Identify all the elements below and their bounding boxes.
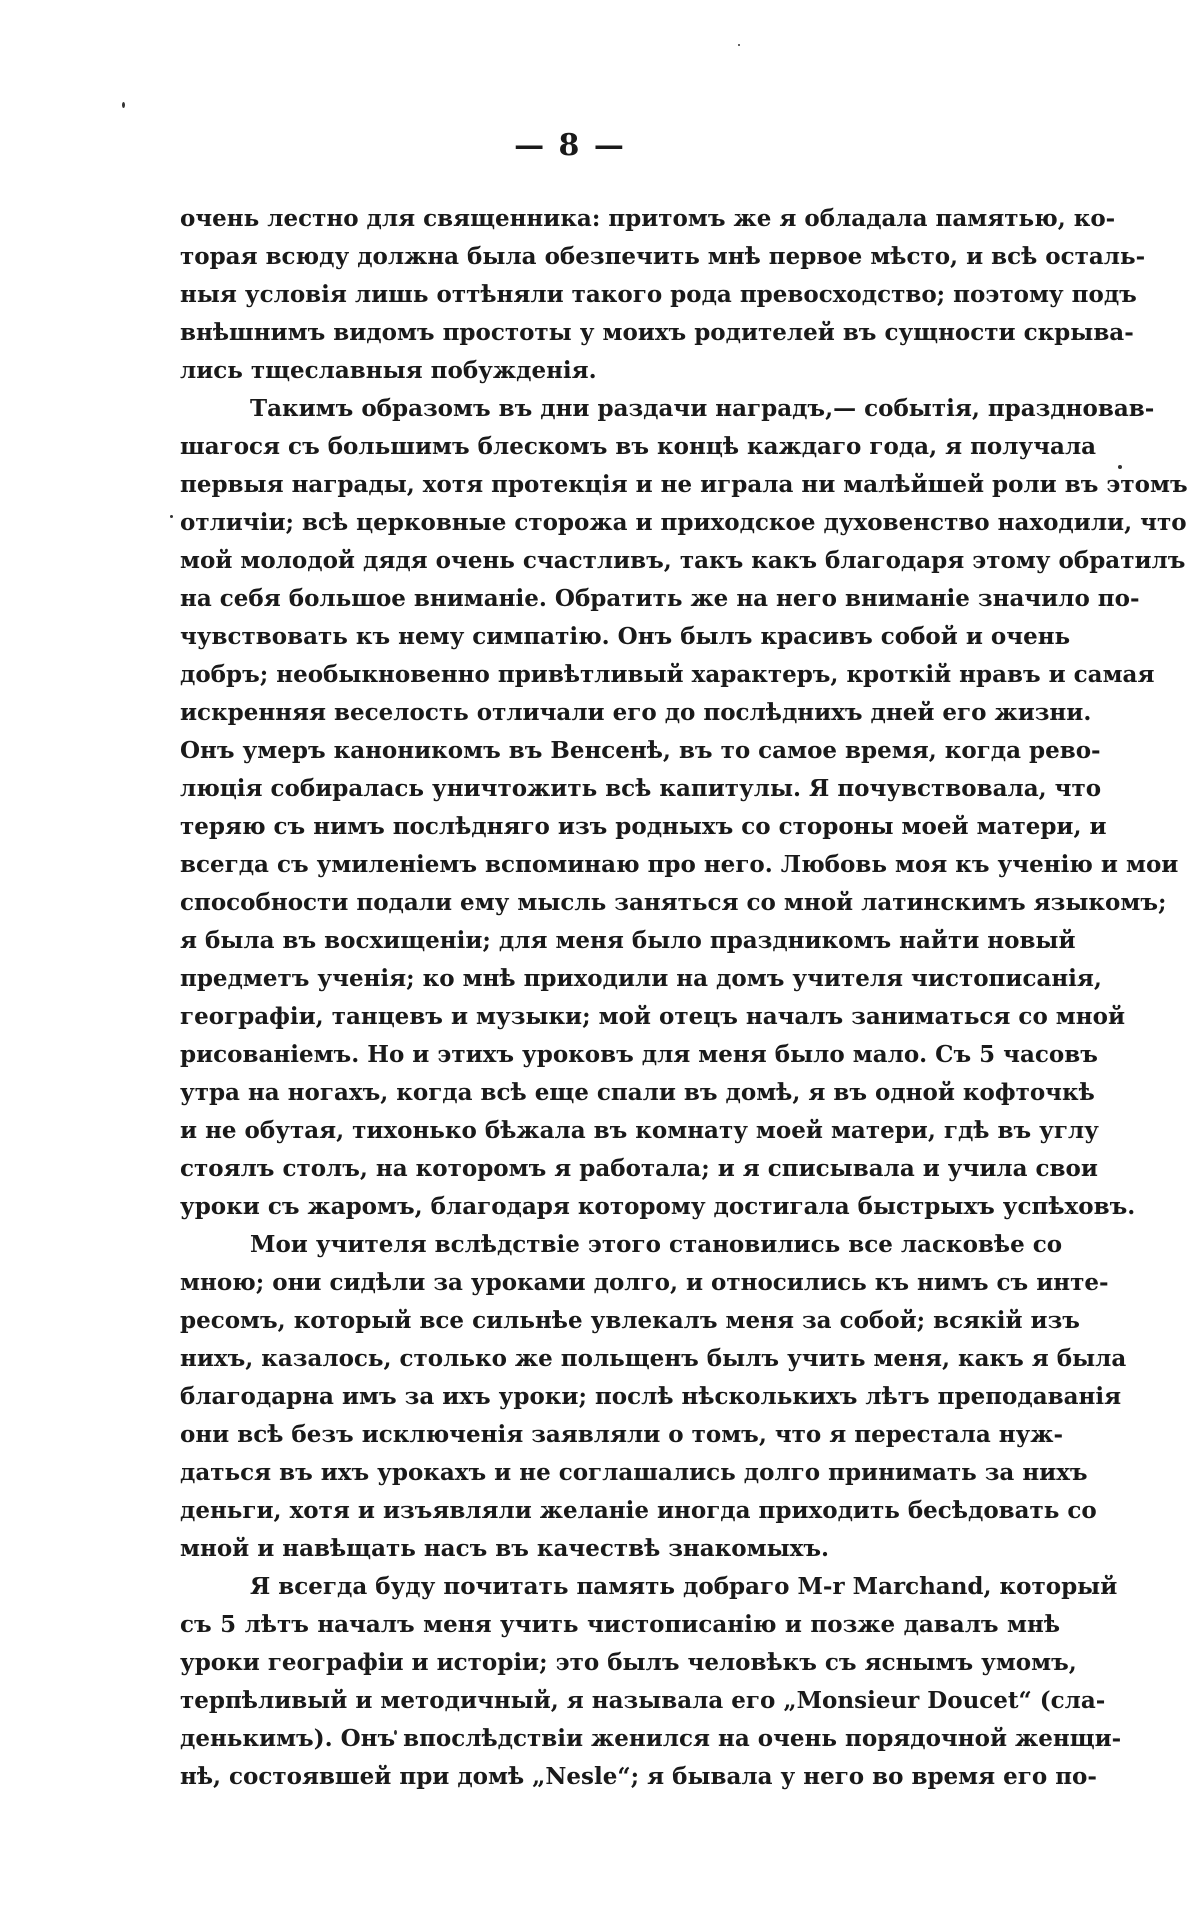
text-line: мною; они сидѣли за уроками долго, и относились къ нимъ съ инте-: [180, 1269, 1109, 1296]
text-line: благодарна имъ за ихъ уроки; послѣ нѣсколькихъ лѣтъ преподаванія: [180, 1383, 1122, 1410]
scan-speck: [738, 44, 740, 46]
text-line: они всѣ безъ исключенія заявляли о томъ, что я перестала нуж-: [180, 1421, 1064, 1448]
text-line: всегда съ умиленіемъ вспоминаю про него. Любовь моя къ ученію и мои: [180, 851, 1179, 878]
text-line: искренняя веселость отличали его до послѣднихъ дней его жизни.: [180, 699, 1092, 726]
text-line: очень лестно для священника: притомъ же я обладала памятью, ко-: [180, 205, 1116, 232]
text-line: утра на ногахъ, когда всѣ еще спали въ домѣ, я въ одной кофточкѣ: [180, 1079, 1095, 1106]
text-line: нѣ, состоявшей при домѣ „Nesle“; я бывала у него во время его по-: [180, 1763, 1097, 1790]
text-line: отличіи; всѣ церковные сторожа и приходское духовенство находили, что: [180, 509, 1187, 536]
text-line: предметъ ученія; ко мнѣ приходили на домъ учителя чистописанія,: [180, 965, 1102, 992]
body-text: [180, 200, 1188, 1796]
paragraph: [180, 200, 1146, 390]
text-line: уроки географіи и исторіи; это былъ человѣкъ съ яснымъ умомъ,: [180, 1649, 1077, 1676]
text-line: Мои учителя вслѣдствіе этого становились все ласковѣе со: [250, 1231, 1063, 1258]
text-line: теряю съ нимъ послѣдняго изъ родныхъ со стороны моей матери, и: [180, 813, 1107, 840]
text-line: ресомъ, который все сильнѣе увлекалъ меня за собой; всякій изъ: [180, 1307, 1080, 1334]
scan-speck: [1118, 465, 1122, 469]
text-line: стоялъ столъ, на которомъ я работала; и я списывала и учила свои: [180, 1155, 1098, 1182]
text-line: люція собиралась уничтожить всѣ капитулы. Я почувствовала, что: [180, 775, 1102, 802]
text-line: первыя награды, хотя протекція и не играла ни малѣйшей роли въ этомъ: [180, 471, 1188, 498]
text-line: денькимъ). Онъ впослѣдствіи женился на очень порядочной женщи-: [180, 1725, 1122, 1752]
text-line: Я всегда буду почитать память добраго M-r Marchand, который: [250, 1573, 1118, 1600]
text-line: нихъ, казалось, столько же польщенъ былъ учить меня, какъ я была: [180, 1345, 1127, 1372]
text-line: внѣшнимъ видомъ простоты у моихъ родителей въ сущности скрыва-: [180, 319, 1134, 346]
text-line: съ 5 лѣтъ началъ меня учить чистописанію и позже давалъ мнѣ: [180, 1611, 1060, 1638]
text-line: добръ; необыкновенно привѣтливый характеръ, кроткій нравъ и самая: [180, 661, 1155, 688]
text-line: Онъ умеръ каноникомъ въ Венсенѣ, въ то самое время, когда рево-: [180, 737, 1101, 764]
text-line: шагося съ большимъ блескомъ въ концѣ каждаго года, я получала: [180, 433, 1097, 460]
text-line: на себя большое вниманіе. Обратить же на него вниманіе значило по-: [180, 585, 1140, 612]
text-line: Такимъ образомъ въ дни раздачи наградъ,— событія, праздновав-: [250, 395, 1155, 422]
text-line: мной и навѣщать насъ въ качествѣ знакомыхъ.: [180, 1535, 830, 1562]
text-line: лись тщеславныя побужденія.: [180, 357, 597, 384]
text-line: способности подали ему мысль заняться со мной латинскимъ языкомъ;: [180, 889, 1167, 916]
text-line: чувствовать къ нему симпатію. Онъ былъ красивъ собой и очень: [180, 623, 1071, 650]
text-line: ныя условія лишь оттѣняли такого рода превосходство; поэтому подъ: [180, 281, 1137, 308]
text-line: даться въ ихъ урокахъ и не соглашались долго принимать за нихъ: [180, 1459, 1088, 1486]
text-line: деньги, хотя и изъявляли желаніе иногда приходить бесѣдовать со: [180, 1497, 1097, 1524]
text-line: и не обутая, тихонько бѣжала въ комнату моей матери, гдѣ въ углу: [180, 1117, 1099, 1144]
text-line: рисованіемъ. Но и этихъ уроковъ для меня было мало. Съ 5 часовъ: [180, 1041, 1098, 1068]
text-line: терпѣливый и методичный, я называла его „Monsieur Doucet“ (сла-: [180, 1687, 1106, 1714]
paragraph: [180, 390, 1188, 1226]
text-line: уроки съ жаромъ, благодаря которому достигала быстрыхъ успѣховъ.: [180, 1193, 1136, 1220]
scan-speck: [170, 515, 173, 518]
text-line: я была въ восхищеніи; для меня было праздникомъ найти новый: [180, 927, 1076, 954]
text-line: торая всюду должна была обезпечить мнѣ первое мѣсто, и всѣ осталь-: [180, 243, 1146, 270]
scan-speck: [122, 102, 125, 108]
text-line: географіи, танцевъ и музыки; мой отецъ началъ заниматься со мной: [180, 1003, 1125, 1030]
text-line: мой молодой дядя очень счастливъ, такъ какъ благодаря этому обратилъ: [180, 547, 1186, 574]
paragraph: [180, 1568, 1122, 1796]
page-number: — 8 —: [514, 128, 626, 163]
paragraph: [180, 1226, 1127, 1568]
